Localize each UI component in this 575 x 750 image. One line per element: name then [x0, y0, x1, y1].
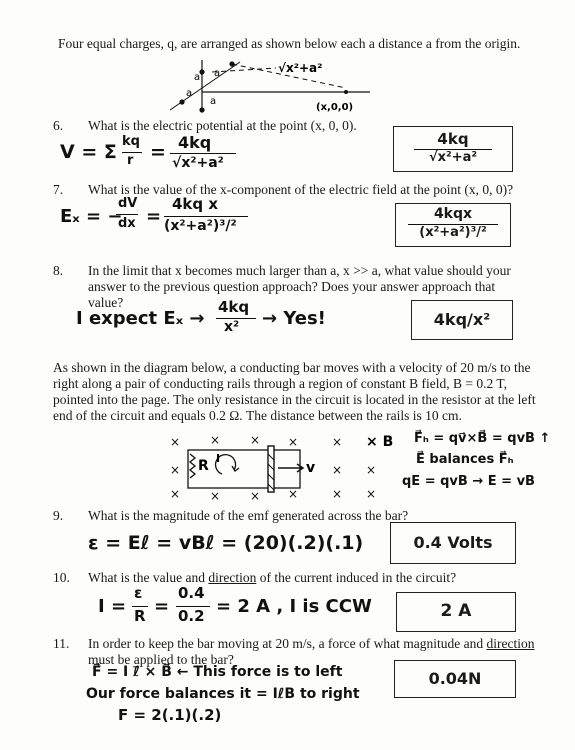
label-i: I: [216, 452, 221, 465]
q6-answer-num: 4kq: [437, 130, 469, 148]
q7-text: What is the value of the x-component of the electric field at the point (x, 0, 0)?: [88, 182, 514, 197]
charge-2: [229, 61, 234, 66]
q10-text-pre: What is the value and: [88, 570, 209, 585]
q7-number: 7.: [53, 182, 64, 197]
svg-text:×: ×: [170, 435, 181, 449]
q10-text-post: of the current induced in the circuit?: [256, 570, 457, 585]
para-line1: As shown in the diagram below, a conducting bar moves with a velocity of 20 m/s to the: [53, 360, 531, 375]
q9-work: ε = Eℓ = vBℓ = (20)(.2)(.1): [88, 532, 364, 554]
q7-work-den: (x²+a²)³/²: [164, 218, 237, 234]
q6-work-num: 4kq: [178, 133, 212, 152]
q8-answer: 4kq/x²: [433, 310, 491, 329]
q9-text: What is the magnitude of the emf generated across the bar?: [88, 508, 409, 523]
q9-answer-box: [390, 522, 516, 564]
q10-work-den1: R: [134, 607, 146, 625]
q11-answer-box: [394, 660, 516, 698]
q6-work-eq: =: [150, 141, 166, 163]
q6-work: [60, 135, 260, 179]
svg-text:×: ×: [250, 489, 261, 502]
q10-work-eq: =: [154, 596, 170, 617]
q9-number: 9.: [53, 508, 64, 523]
q8-work-num: 4kq: [218, 298, 250, 316]
svg-text:×: ×: [210, 489, 221, 502]
label-v: v: [306, 460, 316, 476]
q8-line1: In the limit that x becomes much larger than a, x >> a, what value should your: [88, 263, 511, 278]
label-point: (x,0,0): [316, 102, 354, 113]
para-line3: pointed into the page. The only resistance in the circuit is located in the resistor at the left: [53, 392, 536, 407]
q7-work-eq: =: [146, 206, 162, 227]
q11-line1-underline: direction: [486, 636, 535, 651]
q7-answer-box: [395, 203, 511, 247]
q7-answer-den: (x²+a²)³/²: [419, 225, 487, 240]
q11-work1: F⃗ = I ℓ⃗ × B⃗ ← This force is to left: [92, 664, 343, 680]
distance-dash: [212, 68, 276, 72]
q7-work-dnum: dV: [118, 196, 138, 211]
q10-work-a: I =: [98, 596, 127, 617]
q10-answer-box: [396, 592, 516, 632]
q7-work-lhs: Eₓ = −: [60, 206, 123, 227]
svg-text:×: ×: [210, 433, 221, 447]
intro-text: Four equal charges, q, are arranged as shown below each a distance a from the origin.: [58, 36, 521, 51]
q10-work-den2: 0.2: [178, 607, 205, 625]
svg-text:×: ×: [250, 433, 261, 447]
svg-text:×: ×: [332, 487, 343, 501]
q10-number: 10.: [53, 570, 70, 585]
q11-work3: F = 2(.1)(.2): [118, 706, 222, 724]
q8-work-b: → Yes!: [262, 308, 326, 329]
svg-text:×: ×: [332, 463, 343, 477]
q7-work-num: 4kq x: [172, 195, 219, 213]
rail-circuit-diagram: [160, 430, 410, 502]
q8-work: [76, 298, 386, 338]
q8-line3: value?: [88, 295, 124, 310]
q7-work: [60, 196, 310, 246]
charge-3: [179, 99, 184, 104]
q7-answer-num: 4kqx: [433, 206, 473, 222]
svg-text:×: ×: [366, 463, 377, 477]
para-line4: end of the circuit and equals 0.2 Ω. The distance between the rails is 10 cm.: [53, 408, 462, 423]
label-a-2: a: [214, 68, 221, 79]
point-x: [344, 90, 348, 94]
q6-number: 6.: [53, 118, 64, 133]
svg-text:×: ×: [170, 463, 181, 477]
diagram2-note2: E⃗ balances F⃗ₕ: [416, 452, 514, 467]
q8-work-a: I expect Eₓ →: [76, 308, 205, 329]
label-a-4: a: [210, 96, 217, 107]
q6-work-frac-num: kq: [122, 134, 140, 149]
q11-work2: Our force balances it = IℓB to right: [86, 686, 360, 702]
q6-work-den: √x²+a²: [172, 155, 224, 171]
q10-work-num1: ε: [134, 584, 143, 602]
diagram2-note3: qE = qvB → E = vB: [402, 474, 535, 489]
q6-answer-den: √x²+a²: [428, 150, 478, 165]
q11-number: 11.: [53, 636, 70, 651]
q8-line2: answer to the previous question approach? Does your answer approach that: [88, 279, 496, 294]
q6-answer-box: [393, 126, 513, 172]
svg-text:×: ×: [366, 487, 377, 501]
q11-answer: 0.04N: [428, 669, 482, 688]
svg-text:×: ×: [332, 435, 343, 449]
svg-text:×: ×: [288, 487, 299, 501]
charge-1: [199, 69, 204, 74]
q10-work-b: = 2 A , I is CCW: [216, 596, 372, 617]
label-a-1: a: [194, 72, 201, 83]
q6-text: What is the electric potential at the point (x, 0, 0).: [88, 118, 357, 133]
q11-line1-pre: In order to keep the bar moving at 20 m/s, a force of what magnitude and: [88, 636, 487, 651]
charge-4: [199, 107, 204, 112]
diagram2-note1: F⃗ₕ = qv⃗×B⃗ = qvB ↑: [414, 431, 551, 446]
q6-work-frac-den: r: [127, 153, 134, 168]
q9-answer: 0.4 Volts: [413, 533, 493, 552]
label-r: R: [198, 458, 209, 474]
q6-work-lhs: V = Σ: [60, 141, 117, 163]
label-a-3: a: [186, 88, 193, 99]
q8-answer-box: [411, 300, 513, 340]
q10-work-num2: 0.4: [178, 584, 205, 602]
q11-line2: must be applied to the bar?: [88, 652, 234, 667]
q10-answer: 2 A: [440, 601, 472, 621]
q8-work-den: x²: [224, 319, 240, 335]
q10-work: [98, 584, 398, 630]
q8-number: 8.: [53, 263, 64, 278]
q7-work-dden: dx: [118, 216, 136, 231]
q10-text-underline: direction: [208, 570, 257, 585]
label-sqrt: √x²+a²: [278, 61, 323, 75]
q11-line1: [88, 636, 535, 652]
svg-text:×: ×: [288, 435, 299, 449]
charge-diagram: [150, 52, 390, 116]
svg-text:×: ×: [170, 487, 181, 501]
resistor: [190, 454, 195, 478]
para-line2: right along a pair of conducting rails through a region of constant B field, B = 0.2 T,: [53, 376, 508, 391]
label-b: × B: [366, 434, 394, 450]
